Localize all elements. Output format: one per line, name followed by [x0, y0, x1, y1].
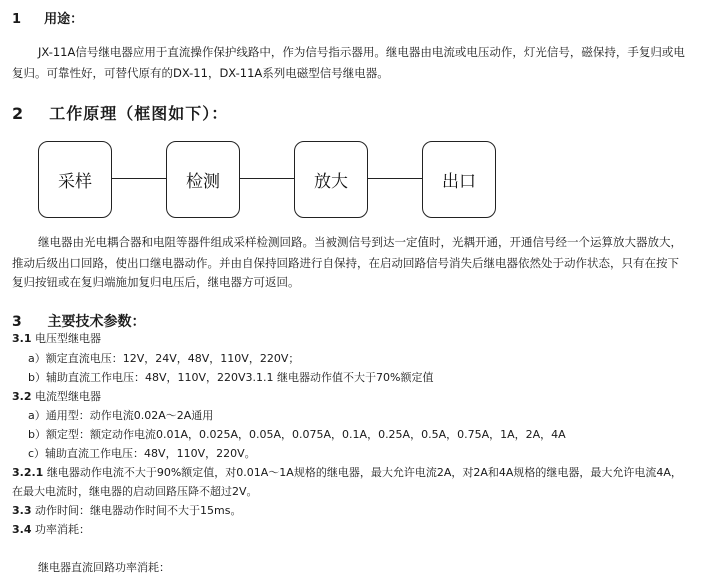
diagram-box-sampling: 采样 — [38, 141, 112, 218]
subsection-3-4-number: 3.4 — [12, 523, 32, 536]
diagram-connector — [368, 178, 422, 179]
section-2-para-line2: 推动后级出口回路，使出口继电器动作。并由自保持回路进行自保持，在启动回路信号消失后继电器依然处于动作状态，只有在按下 — [12, 256, 679, 270]
subsection-3-2-1-number: 3.2.1 — [12, 466, 44, 479]
subsection-3-4 — [12, 520, 90, 539]
power-consumption-line: 继电器直流回路功率消耗： — [38, 561, 170, 574]
subsection-3-1-b: b）辅助直流工作电压：48V，110V，220V3.1.1 继电器动作值不大于70%额定值 — [28, 371, 434, 384]
section-3-title: 主要技术参数： — [47, 314, 146, 330]
subsection-3-1-number: 3.1 — [12, 332, 32, 345]
diagram-box-detection: 检测 — [166, 141, 240, 218]
section-2-title: 工作原理（框图如下）： — [49, 104, 229, 123]
subsection-3-2-number: 3.2 — [12, 390, 32, 403]
section-3-heading — [12, 311, 146, 331]
diagram-box-amplify: 放大 — [294, 141, 368, 218]
section-3-number: 3 — [12, 314, 22, 330]
subsection-3-3-text: 动作时间：继电器动作时间不大于15ms。 — [35, 504, 242, 517]
section-1-para-line2: 复归。可靠性好，可替代原有的DX-11，DX-11A系列电磁型信号继电器。 — [12, 66, 389, 80]
subsection-3-2-title: 电流型继电器 — [35, 390, 101, 403]
subsection-3-1-title: 电压型继电器 — [35, 332, 101, 345]
section-2-heading — [12, 101, 228, 124]
subsection-3-4-text: 功率消耗： — [35, 523, 90, 536]
subsection-3-2-a: a）通用型：动作电流0.02A～2A通用 — [28, 409, 214, 422]
section-2-number: 2 — [12, 104, 25, 123]
subsection-3-2-1 — [12, 463, 682, 482]
subsection-3-1 — [12, 329, 101, 348]
section-1-heading — [12, 8, 83, 27]
diagram-connector — [240, 178, 294, 179]
subsection-3-2-1-line2: 在最大电流时，继电器的启动回路压降不超过2V。 — [12, 485, 258, 498]
subsection-3-1-a: a）额定直流电压：12V，24V，48V，110V，220V； — [28, 352, 300, 365]
subsection-3-2-b: b）额定型：额定动作电流0.01A，0.025A，0.05A，0.075A，0.1A，0.25A，0.5A，0.75A，1A，2A，4A — [28, 428, 566, 441]
subsection-3-3-number: 3.3 — [12, 504, 32, 517]
section-2-para-line1: 继电器由光电耦合器和电阻等器件组成采样检测回路。当被测信号到达一定值时，光耦开通，开通信号经一个运算放大器放大， — [38, 235, 682, 249]
subsection-3-3 — [12, 501, 241, 520]
section-2-para-line3: 复归按钮或在复归端施加复归电压后，继电器方可返回。 — [12, 275, 300, 289]
section-1-title: 用途： — [44, 12, 84, 27]
diagram-box-output: 出口 — [422, 141, 496, 218]
subsection-3-2 — [12, 387, 101, 406]
section-1-para-line1: JX-11A信号继电器应用于直流操作保护线路中，作为信号指示器用。继电器由电流或电压动作，灯光信号，磁保持，手复归或电 — [38, 45, 685, 59]
diagram-connector — [112, 178, 166, 179]
subsection-3-2-1-line1: 继电器动作电流不大于90%额定值，对0.01A～1A规格的继电器，最大允许电流2A，对2A和4A规格的继电器，最大允许电流4A， — [46, 466, 682, 479]
subsection-3-2-c: c）辅助直流工作电压：48V，110V，220V。 — [28, 447, 256, 460]
section-1-number: 1 — [12, 12, 22, 27]
